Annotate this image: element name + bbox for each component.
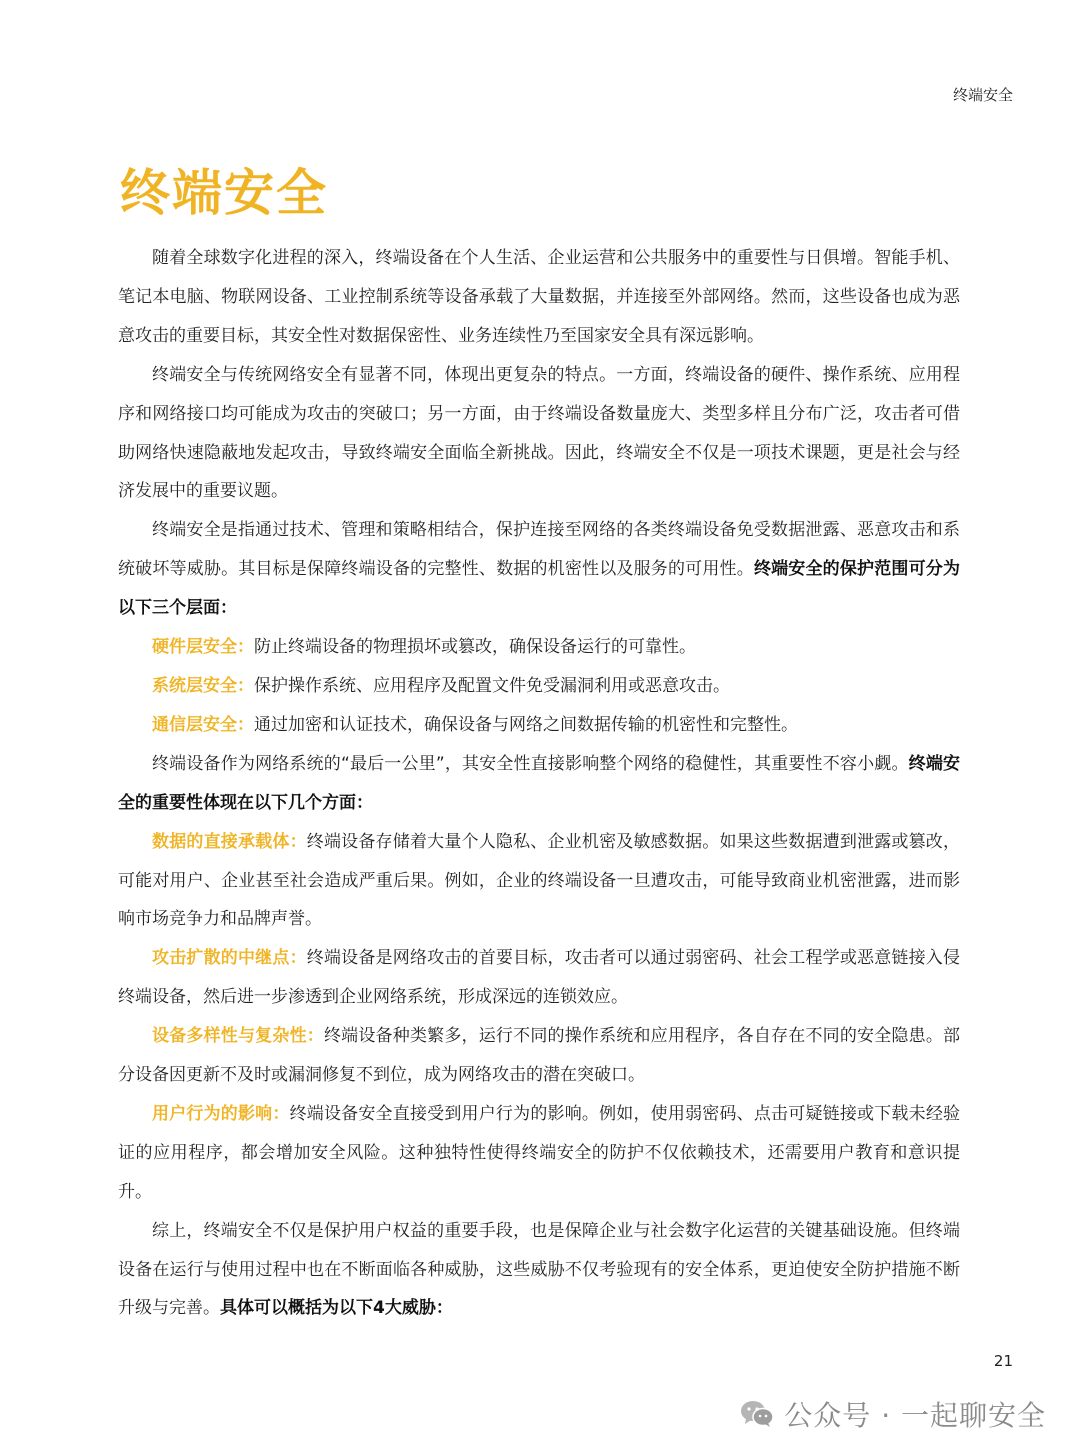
paragraph-summary <box>118 1212 960 1329</box>
summary-text: 综上，终端安全不仅是保护用户权益的重要手段，也是保障企业与社会数字化运营的关键基础设施。但终端设备在运行与使用过程中也在不断面临各种威胁，这些威胁不仅考验现有的安全体系，更迫使安全防护措施不断升级与完善。 <box>118 1220 960 1319</box>
page-title: 终端安全 <box>120 164 328 222</box>
layer-text: 保护操作系统、应用程序及配置文件免受漏洞利用或恶意攻击。 <box>254 675 730 696</box>
aspect-item-data-carrier <box>118 823 960 940</box>
aspect-label: 设备多样性与复杂性： <box>152 1026 324 1047</box>
aspect-label: 攻击扩散的中继点： <box>152 948 307 969</box>
paragraph-characteristics: 终端安全与传统网络安全有显著不同，体现出更复杂的特点。一方面，终端设备的硬件、操作系统、应用程序和网络接口均可能成为攻击的突破口；另一方面，由于终端设备数量庞大、类型多样且分布广泛，攻击者可借助网络快速隐蔽地发起攻击，导致终端安全面临全新挑战。因此，终端安全不仅是一项技术课题，更是社会与经济发展中的重要议题。 <box>118 364 960 502</box>
definition-text: 终端安全是指通过技术、管理和策略相结合，保护连接至网络的各类终端设备免受数据泄露、恶意攻击和系统破坏等威胁。其目标是保障终端设备的完整性、数据的机密性以及服务的可用性。 <box>118 520 960 580</box>
aspect-item-diversity <box>118 1017 960 1095</box>
layer-label: 通信层安全： <box>152 714 254 735</box>
paragraph-importance <box>118 745 960 823</box>
aspect-text: 终端设备存储着大量个人隐私、企业机密及敏感数据。如果这些数据遭到泄露或篡改，可能对用户、企业甚至社会造成严重后果。例如，企业的终端设备一旦遭攻击，可能导致商业机密泄露，进而影响市场竞争力和品牌声誉。 <box>118 831 961 930</box>
page-number: 21 <box>993 1352 1013 1370</box>
summary-bold: 具体可以概括为以下4大威胁： <box>220 1298 453 1319</box>
article-body <box>118 239 960 1328</box>
paragraph-definition <box>118 511 960 628</box>
aspect-text: 终端设备是网络攻击的首要目标，攻击者可以通过弱密码、社会工程学或恶意链接入侵终端设备，然后进一步渗透到企业网络系统，形成深远的连锁效应。 <box>118 948 961 1008</box>
aspect-item-relay-point <box>118 939 960 1017</box>
layer-label: 系统层安全： <box>152 675 254 696</box>
wechat-icon <box>740 1399 774 1429</box>
watermark-text: 公众号 · 一起聊安全 <box>784 1399 1046 1432</box>
aspect-text: 终端设备种类繁多，运行不同的操作系统和应用程序，各自存在不同的安全隐患。部分设备因更新不及时或漏洞修复不到位，成为网络攻击的潜在突破口。 <box>118 1026 961 1086</box>
aspect-text: 终端设备安全直接受到用户行为的影响。例如，使用弱密码、点击可疑链接或下载未经验证的应用程序，都会增加安全风险。这种独特性使得终端安全的防护不仅依赖技术，还需要用户教育和意识提升。 <box>118 1103 961 1202</box>
layer-label: 硬件层安全： <box>152 637 254 658</box>
aspect-label: 用户行为的影响： <box>152 1103 290 1124</box>
paragraph-intro: 随着全球数字化进程的深入，终端设备在个人生活、企业运营和公共服务中的重要性与日俱增。智能手机、笔记本电脑、物联网设备、工业控制系统等设备承载了大量数据，并连接至外部网络。然而，这些设备也成为恶意攻击的重要目标，其安全性对数据保密性、业务连续性乃至国家安全具有深远影响。 <box>118 248 960 346</box>
definition-bold: 终端安全的保护范围可分为以下三个层面： <box>118 559 960 619</box>
aspect-item-user-behavior <box>118 1095 960 1212</box>
running-header: 终端安全 <box>952 86 1013 104</box>
layer-text: 通过加密和认证技术，确保设备与网络之间数据传输的机密性和完整性。 <box>254 714 798 735</box>
layer-item-communication <box>118 706 960 745</box>
layer-text: 防止终端设备的物理损坏或篡改，确保设备运行的可靠性。 <box>254 637 696 658</box>
importance-text: 终端设备作为网络系统的“最后一公里”，其安全性直接影响整个网络的稳健性，其重要性不容小觑。 <box>152 753 909 774</box>
layer-item-system <box>118 667 960 706</box>
wechat-watermark <box>740 1392 1046 1436</box>
layer-item-hardware <box>118 628 960 667</box>
importance-bold: 终端安全的重要性体现在以下几个方面： <box>118 753 960 813</box>
aspect-label: 数据的直接承载体： <box>152 831 307 852</box>
